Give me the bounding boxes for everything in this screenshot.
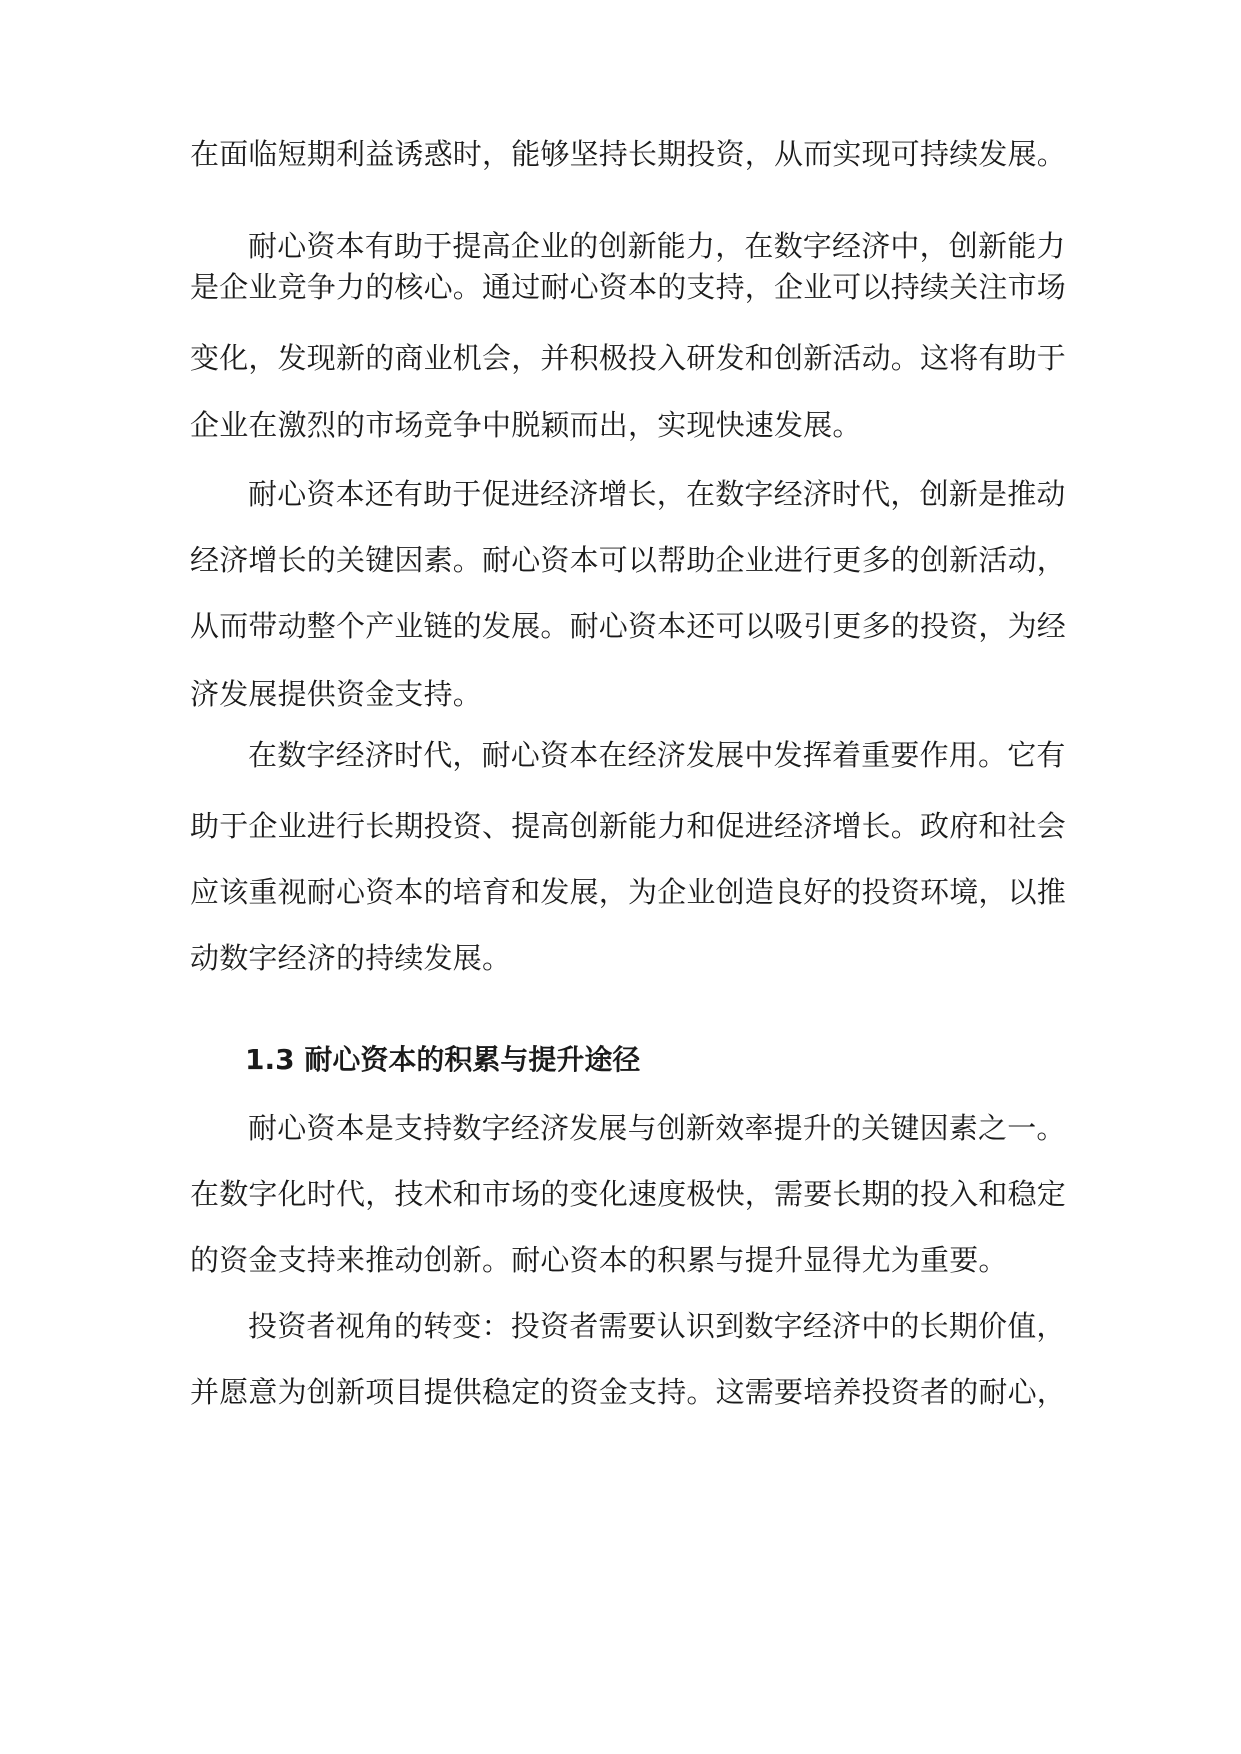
text-line: 助于企业进行长期投资、提高创新能力和促进经济增长。政府和社会 bbox=[190, 809, 1067, 843]
paragraph-first-line: 在数字经济时代，耐心资本在经济发展中发挥着重要作用。它有 bbox=[248, 738, 1066, 772]
text-line: 企业在激烈的市场竞争中脱颖而出，实现快速发展。 bbox=[190, 408, 862, 442]
paragraph-first-line: 耐心资本是支持数字经济发展与创新效率提升的关键因素之一。 bbox=[248, 1111, 1066, 1145]
paragraph-first-line: 耐心资本有助于提高企业的创新能力，在数字经济中，创新能力 bbox=[248, 229, 1066, 263]
text-line: 在面临短期利益诱惑时，能够坚持长期投资，从而实现可持续发展。 bbox=[190, 137, 1067, 171]
section-heading: 1.3 耐心资本的积累与提升途径 bbox=[245, 1043, 641, 1076]
paragraph-first-line: 耐心资本还有助于促进经济增长，在数字经济时代，创新是推动 bbox=[248, 477, 1066, 511]
text-line: 在数字化时代，技术和市场的变化速度极快，需要长期的投入和稳定 bbox=[190, 1177, 1067, 1211]
text-line: 并愿意为创新项目提供稳定的资金支持。这需要培养投资者的耐心， bbox=[190, 1375, 1067, 1409]
text-line: 动数字经济的持续发展。 bbox=[190, 941, 512, 975]
paragraph-first-line: 投资者视角的转变：投资者需要认识到数字经济中的长期价值， bbox=[248, 1309, 1066, 1343]
text-line: 济发展提供资金支持。 bbox=[190, 677, 483, 711]
text-line: 从而带动整个产业链的发展。耐心资本还可以吸引更多的投资，为经 bbox=[190, 609, 1067, 643]
text-line: 是企业竞争力的核心。通过耐心资本的支持，企业可以持续关注市场 bbox=[190, 270, 1067, 304]
text-line: 变化，发现新的商业机会，并积极投入研发和创新活动。这将有助于 bbox=[190, 341, 1067, 375]
text-line: 的资金支持来推动创新。耐心资本的积累与提升显得尤为重要。 bbox=[190, 1243, 1008, 1277]
text-line: 经济增长的关键因素。耐心资本可以帮助企业进行更多的创新活动， bbox=[190, 543, 1067, 577]
text-line: 应该重视耐心资本的培育和发展，为企业创造良好的投资环境，以推 bbox=[190, 875, 1067, 909]
